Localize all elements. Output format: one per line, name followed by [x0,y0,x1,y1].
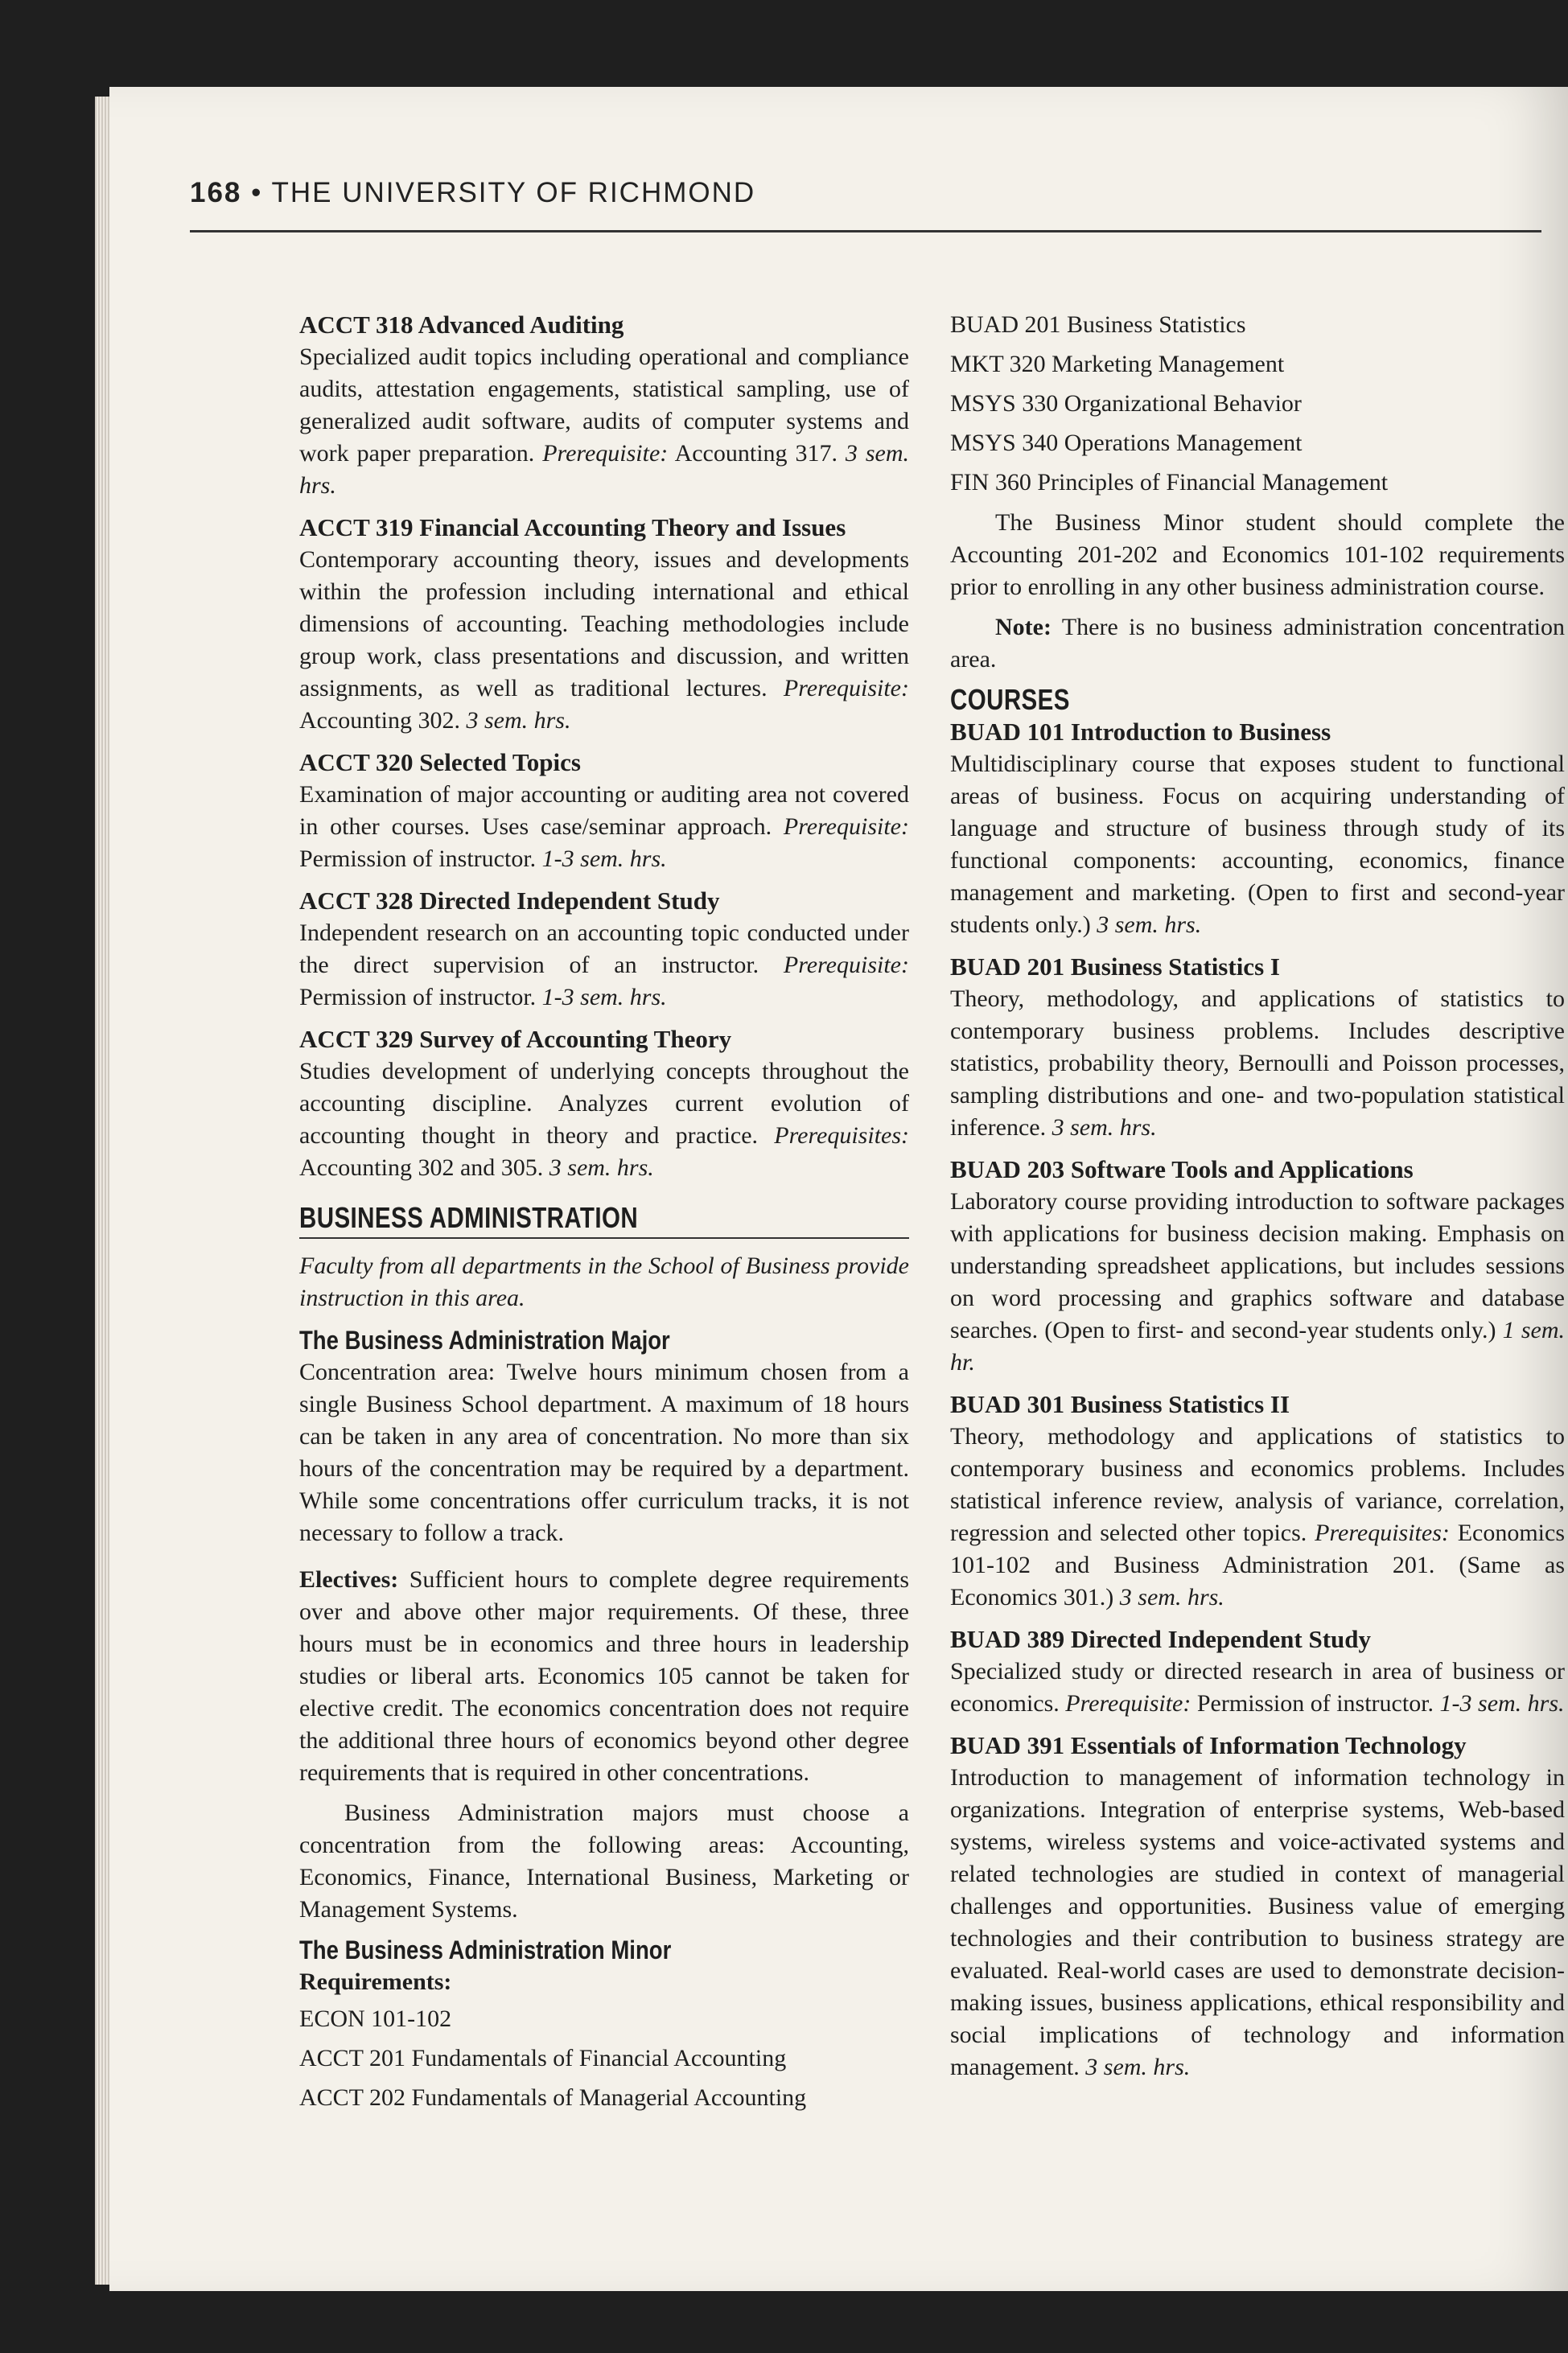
course-title: ACCT 320 Selected Topics [299,748,581,776]
requirement-item: FIN 360 Principles of Financial Management [950,469,1389,496]
course-title: BUAD 391 Essentials of Information Technology [950,1731,1467,1759]
requirements-label: Requirements: [299,1968,452,1995]
course-title: BUAD 101 Introduction to Business [950,718,1331,746]
course-description: Specialized study or directed research in area of business or economics. Prerequisite: Permission of instructor. 1-3 sem. hrs. [950,1658,1565,1717]
course-description: Theory, methodology and applications of statistics to contemporary business and economics problems. Includes statistical inference review, analysis of variance, correlation, regression and selected other topics. Prerequisites: Economics 101-102 and Business Administration 201. (Same as Economics 301.) 3 sem. hrs. [950,1423,1566,1610]
course-title: ACCT 328 Directed Independent Study [299,886,720,915]
electives-text: Sufficient hours to complete degree requirements over and above other major requirements. Of these, three hours must be in economics and three hours in leadership studies or liberal arts. Economics 105 cannot be taken for elective credit. The economics concentration does not require the additional three hours of economics beyond other degree requirements that is required in other concentrations. [299,1566,910,1786]
major-text: Concentration area: Twelve hours minimum chosen from a single Business School department. A maximum of 18 hours can be taken in any area of concentration. No more than six hours of the concentration may be required by a department. While some concentrations offer curriculum tracks, it is not necessary to follow a track. [299,1359,909,1546]
course-entry [950,951,1565,1144]
header-rule [190,230,1541,232]
major-heading: The Business Administration Major [299,1326,670,1355]
faculty-note: Faculty from all departments in the School of Business provide instruction in this area. [299,1253,909,1311]
course-description: Laboratory course providing introduction to software packages with applications for business decision making. Emphasis on understanding spreadsheet applications, but includes sessions on word processing and graphics software and database searches. (Open to first- and second-year students only.) 1 sem. hr. [950,1188,1565,1376]
course-entry [299,309,909,502]
electives-label: Electives: [299,1566,399,1593]
course-entry [299,747,909,875]
header-title: THE UNIVERSITY OF RICHMOND [271,177,756,208]
course-entry [950,1730,1565,2084]
course-description: Studies development of underlying concepts throughout the accounting discipline. Analyzes current evolution of accounting thought in theory and practice. Prerequisites: Accounting 302 and 305. 3 sem. hrs. [299,1058,910,1181]
course-entry [299,885,909,1014]
requirement-item: ACCT 201 Fundamentals of Financial Accounting [299,2045,787,2071]
note-label: Note: [995,614,1052,640]
requirement-item: ECON 101-102 [299,2005,452,2032]
majors-text: Business Administration majors must choose a concentration from the following areas: Accounting, Economics, Finance, International Business, Marketing or Management Systems. [299,1800,909,1923]
course-entry [950,1388,1565,1614]
course-entry [950,1623,1565,1720]
right-column [950,309,1565,2093]
page-number: 168 [190,177,242,208]
course-title: ACCT 318 Advanced Auditing [299,311,624,339]
course-title: ACCT 319 Financial Accounting Theory and Issues [299,513,846,541]
course-entry [299,1023,909,1184]
course-title: BUAD 201 Business Statistics I [950,952,1280,981]
course-entry [950,716,1565,941]
electives-paragraph [299,1564,909,1789]
running-header [190,177,1541,209]
note-text: There is no business administration concentration area. [950,614,1565,673]
header-bullet: • [251,177,263,208]
minor-note: The Business Minor student should complete the Accounting 201-202 and Economics 101-102 requirements prior to enrolling in any other business administration course. [950,509,1565,600]
page-stack-edge [95,97,111,2285]
concentration-note [950,611,1565,676]
course-entry [950,1154,1565,1379]
course-title: BUAD 203 Software Tools and Applications [950,1155,1414,1183]
minor-heading: The Business Administration Minor [299,1935,672,1964]
course-title: BUAD 301 Business Statistics II [950,1390,1290,1418]
course-description: Multidisciplinary course that exposes student to functional areas of business. Focus on acquiring understanding of language and structure of business through study of its functional components: accounting, economics, finance management and marketing. (Open to first and second-year students only.) 3 sem. hrs. [950,751,1565,938]
course-description: Theory, methodology, and applications of statistics to contemporary business problems. Includes descriptive statistics, probability theory, Bernoulli and Poisson processes, sampling distributions and one- and two-population statistical inference. 3 sem. hrs. [950,985,1565,1141]
requirement-item: MKT 320 Marketing Management [950,351,1285,377]
course-description: Contemporary accounting theory, issues and developments within the profession including international and ethical dimensions of accounting. Teaching methodologies include group work, class presentations and discussion, and written assignments, as well as traditional lectures. Prerequisite: Accounting 302. 3 sem. hrs. [299,546,909,734]
course-entry [299,512,909,737]
course-description: Specialized audit topics including operational and compliance audits, attestation engagements, statistical sampling, use of generalized audit software, audits of computer systems and work paper preparation. Prerequisite: Accounting 317. 3 sem. hrs. [299,343,909,499]
course-description: Independent research on an accounting topic conducted under the direct supervision of an instructor. Prerequisite: Permission of instructor. 1-3 sem. hrs. [299,919,909,1010]
requirement-item: MSYS 340 Operations Management [950,430,1303,456]
section-rule [299,1237,909,1239]
courses-heading: COURSES [950,683,1070,716]
course-title: BUAD 389 Directed Independent Study [950,1625,1372,1653]
course-description: Introduction to management of information technology in organizations. Integration of enterprise systems, Web-based systems, wireless systems and voice-activated systems and related technologies are studied in context of managerial challenges and opportunities. Business value of emerging technologies and their contribution to business strategy are evaluated. Real-world cases are used to demonstrate decision-making issues, business applications, ethical responsibility and social implications of technology and information management. 3 sem. hrs. [950,1764,1565,2080]
requirement-item: MSYS 330 Organizational Behavior [950,390,1302,417]
course-title: ACCT 329 Survey of Accounting Theory [299,1025,732,1053]
requirement-item: ACCT 202 Fundamentals of Managerial Accounting [299,2084,807,2111]
course-description: Examination of major accounting or auditing area not covered in other courses. Uses case/seminar approach. Prerequisite: Permission of instructor. 1-3 sem. hrs. [299,781,909,872]
requirement-item: BUAD 201 Business Statistics [950,311,1246,338]
left-column [299,309,909,2121]
section-heading: BUSINESS ADMINISTRATION [299,1201,639,1234]
